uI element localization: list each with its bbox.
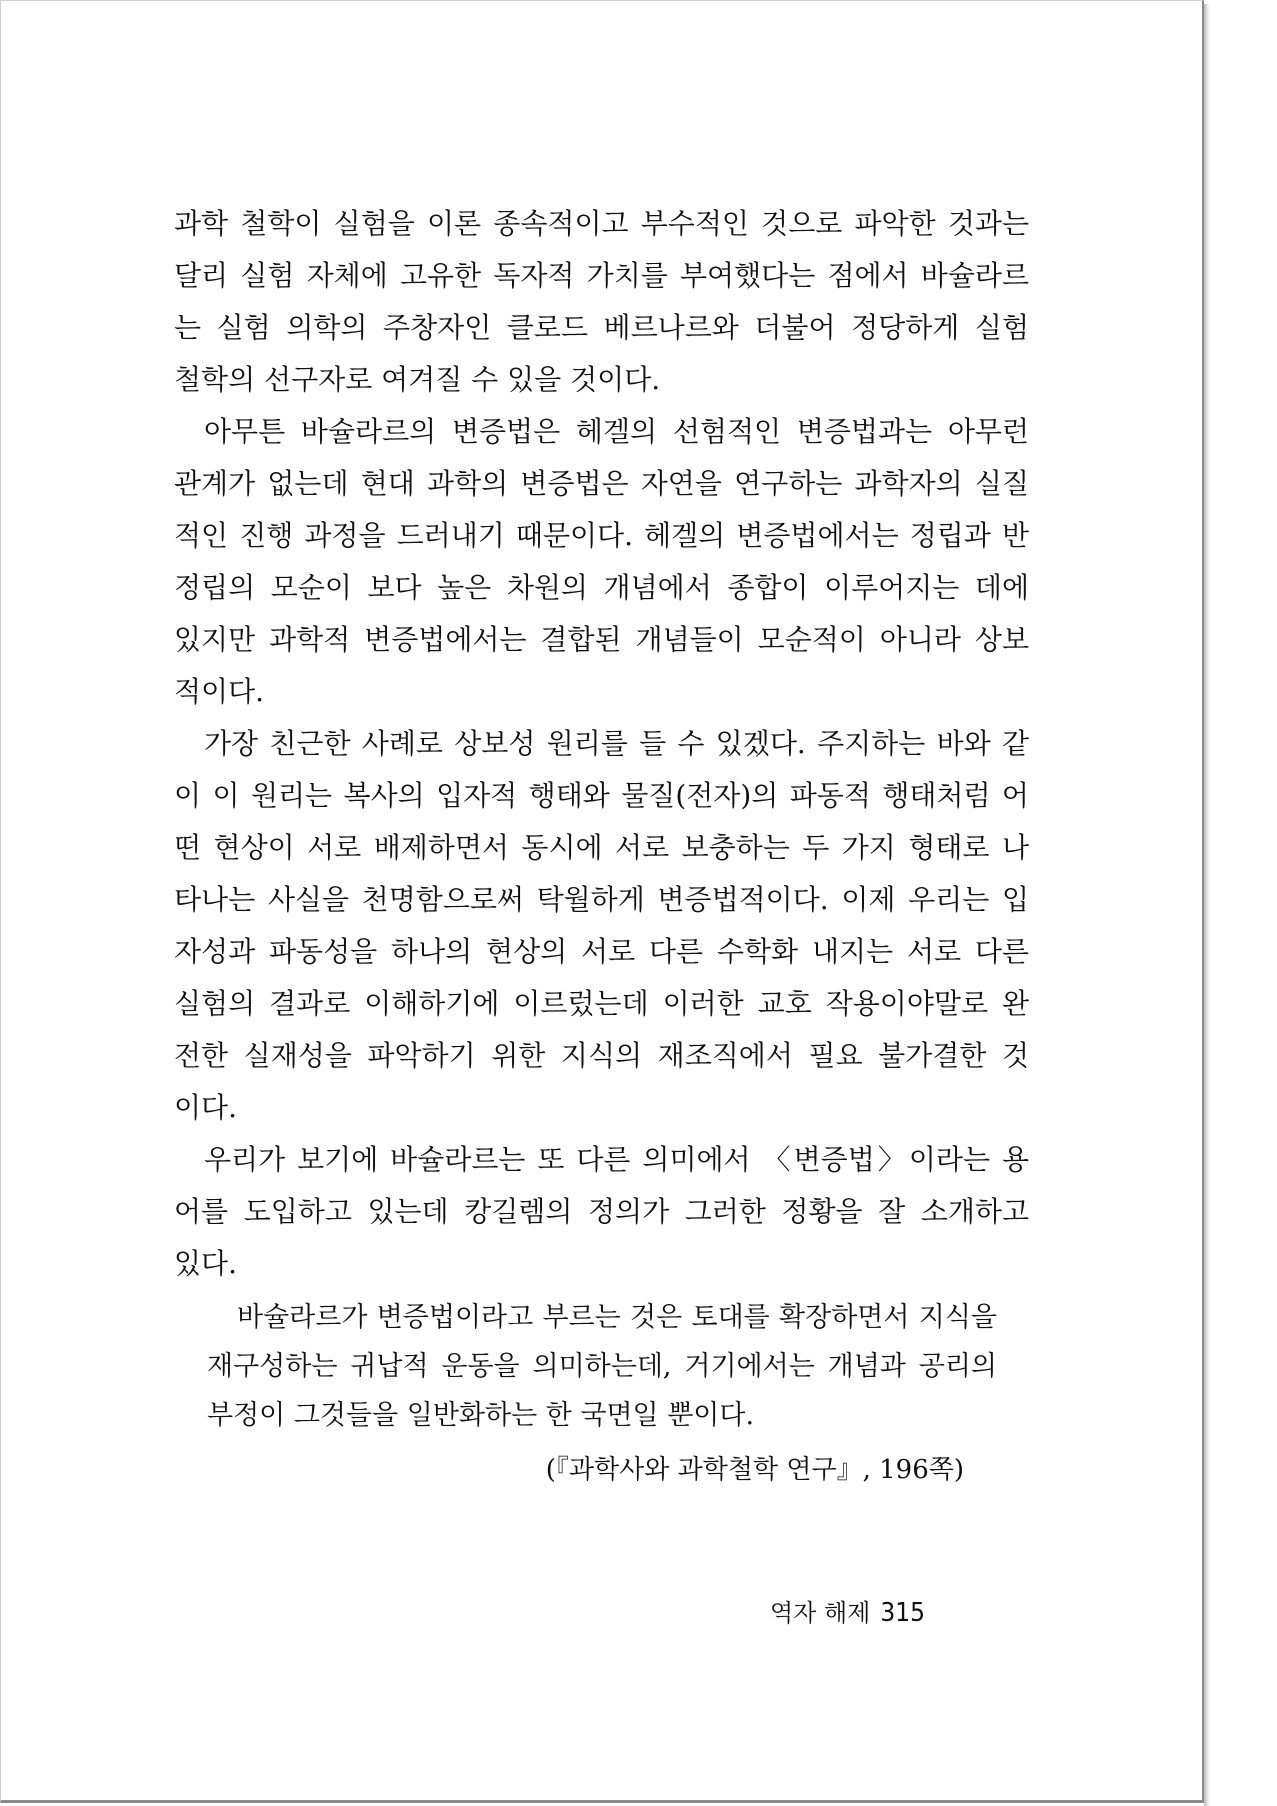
page-number: 315 [880,1598,925,1628]
text-line: 어를 도입하고 있는데 캉길렘의 정의가 그러한 정황을 잘 소개하고 [174,1195,1029,1228]
text-line: 떤 현상이 서로 배제하면서 동시에 서로 보충하는 두 가지 형태로 나 [174,831,1029,864]
block-quote [207,1293,997,1440]
quote-line: 바슐라르가 변증법이라고 부르는 것은 토대를 확장하면서 지식을 [237,1302,997,1333]
running-title: 역자 해제 [769,1599,871,1627]
text-line: 전한 실재성을 파악하기 위한 지식의 재조직에서 필요 불가결한 것 [174,1039,1029,1072]
text-line: 우리가 보기에 바슐라르는 또 다른 의미에서 〈변증법〉이라는 용 [204,1143,1029,1176]
body-text [174,198,1029,1290]
text-line: 는 실험 의학의 주창자인 클로드 베르나르와 더불어 정당하게 실험 [174,311,1029,344]
text-line: 적이다. [174,675,265,708]
quote-citation: (『과학사와 과학철학 연구』, 196쪽) [545,1455,964,1485]
quote-line: 부정이 그것들을 일반화하는 한 국면일 뿐이다. [207,1400,755,1431]
paragraph-2 [174,406,1029,718]
text-line: 자성과 파동성을 하나의 현상의 서로 다른 수학화 내지는 서로 다른 [174,935,1029,968]
text-line: 과학 철학이 실험을 이론 종속적이고 부수적인 것으로 파악한 것과는 [174,207,1029,240]
text-line: 적인 진행 과정을 드러내기 때문이다. 헤겔의 변증법에서는 정립과 반 [174,519,1029,552]
text-line: 철학의 선구자로 여겨질 수 있을 것이다. [174,363,661,396]
paragraph-3 [174,718,1029,1134]
text-line: 관계가 없는데 현대 과학의 변증법은 자연을 연구하는 과학자의 실질 [174,467,1029,500]
text-line: 이 이 원리는 복사의 입자적 행태와 물질(전자)의 파동적 행태처럼 어 [174,779,1029,812]
page-edge-shadow [1204,4,1210,1806]
quote-line: 재구성하는 귀납적 운동을 의미하는데, 거기에서는 개념과 공리의 [207,1351,997,1382]
text-line: 가장 친근한 사례로 상보성 원리를 들 수 있겠다. 주지하는 바와 같 [204,727,1029,760]
text-line: 달리 실험 자체에 고유한 독자적 가치를 부여했다는 점에서 바슐라르 [174,259,1029,292]
text-line: 타나는 사실을 천명함으로써 탁월하게 변증법적이다. 이제 우리는 입 [174,883,1029,916]
paragraph-4 [174,1134,1029,1290]
paragraph-1 [174,198,1029,406]
text-line: 정립의 모순이 보다 높은 차원의 개념에서 종합이 이루어지는 데에 [174,571,1029,604]
text-line: 이다. [174,1091,237,1124]
page-footer [770,1593,925,1628]
text-line: 실험의 결과로 이해하기에 이르렀는데 이러한 교호 작용이야말로 완 [174,987,1029,1020]
text-line: 있다. [174,1247,237,1280]
text-line: 아무튼 바슐라르의 변증법은 헤겔의 선험적인 변증법과는 아무런 [204,415,1029,448]
text-line: 있지만 과학적 변증법에서는 결합된 개념들이 모순적이 아니라 상보 [174,623,1029,656]
